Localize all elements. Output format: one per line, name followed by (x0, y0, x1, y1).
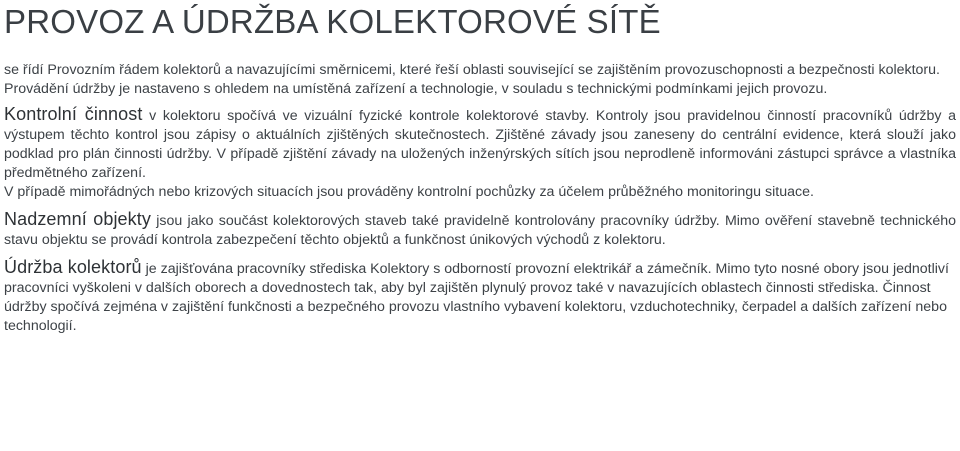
control-section (4, 105, 956, 183)
intro-paragraph-2 (4, 80, 956, 99)
intro-line-2: Provádění údržby je nastaveno s ohledem na umístěná zařízení a technologie, v souladu s technickými podmínkami jejich provozu. (4, 81, 828, 97)
control-text: v kolektoru spočívá ve vizuální fyzické kontrole kolektorové stavby. Kontroly jsou pravidelnou činností pracovníků údržby a výstupem těchto kontrol jsou zápisy o aktuálních zjištěných skutečnostech. Zjištěné závady jsou zaneseny do centrální evidence, která slouží jako podklad pro plán činnosti údržby. V případě zjištění závady na uložených inženýrských sítích jsou neprodleně informováni zástupci správce a vlastníka předmětného zařízení. (4, 108, 957, 181)
intro-line-1: se řídí Provozním řádem kolektorů a navazujícími směrnicemi, které řeší oblasti související se zajištěním provozuschopnosti a bezpečnosti kolektoru. (4, 62, 940, 78)
above-ground-heading: Nadzemní objekty (4, 209, 151, 229)
maintenance-section (4, 258, 956, 336)
control-extra-text: V případě mimořádných nebo krizových situacích jsou prováděny kontrolní pochůzky za účelem průběžného monitoringu situace. (4, 184, 814, 200)
maintenance-text: je zajišťována pracovníky střediska Kolektory s odborností provozní elektrikář a zámečník. Mimo tyto nosné obory jsou jednotliví pracovníci vyškoleni v dalších oborech a dovednostech tak, aby byl zajištěn plynulý provoz také v navazujících oblastech činnosti střediska. Činnost údržby spočívá zejména v zajištění funkčnosti a bezpečného provozu vlastního vybavení kolektoru, vzduchotechniky, čerpadel a dalších zařízení nebo technologií. (4, 261, 949, 334)
above-ground-text: jsou jako součást kolektorových staveb také pravidelně kontrolovány pracovníky údržby. Mimo ověření stavebně technického stavu objektu se provádí kontrola zabezpečení těchto objektů a funkčnost únikových východů z kolektoru. (4, 213, 956, 248)
intro-paragraph (4, 61, 956, 80)
control-extra (4, 183, 956, 202)
control-heading: Kontrolní činnost (4, 104, 143, 124)
maintenance-heading: Údržba kolektorů (4, 257, 142, 277)
above-ground-section (4, 210, 956, 250)
page-title: PROVOZ A ÚDRŽBA KOLEKTOROVÉ SÍTĚ (4, 3, 661, 40)
